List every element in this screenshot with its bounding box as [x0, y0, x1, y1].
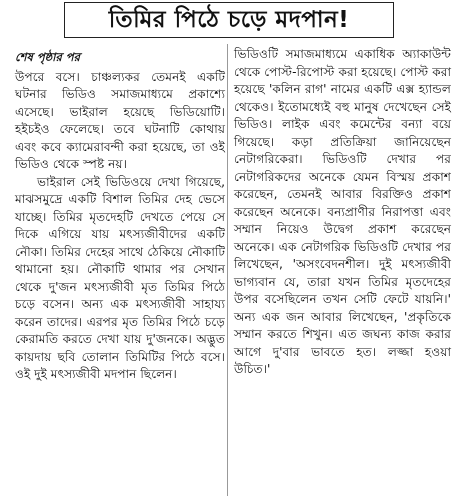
- left-paragraph-1: উপরে বসে। চাঞ্চল্যকর তেমনই একটি ঘটনার ভিডিও সমাজমাধ্যমে প্রকাশ্যে এসেছে। ভাইরাল হয়েছে ভিডিয়োটি। হইচইও ফেলেছে। তবে ঘটনাটি কোথায় এবং কবে ক্যামেরাবন্দী করা হয়েছে, তা ওই ভিডিও থেকে স্পষ্ট নয়।: [15, 69, 225, 171]
- left-column: [15, 49, 225, 384]
- headline-box: [64, 2, 394, 38]
- right-paragraph-1: ভিডিওটি সমাজমাধ্যমে একাধিক অ্যাকাউন্ট থেকে পোস্ট-রিপোস্ট করা হয়েছে। পোস্ট করা হয়েছে 'কলিন রাগ' নামের একটি এক্স হ্যান্ডল থেকেও। ইতোমধ্যেই বহু মানুষ দেখেছেন সেই ভিডিও। লাইক এবং কমেন্টের বন্যা বয়ে গিয়েছে। কড়া প্রতিক্রিয়া জানিয়েছেন নেটাগরিকেরা। ভিডিওটি দেখার পর নেটাগরিকদের অনেকে যেমন বিস্ময় প্রকাশ করেছেন, তেমনই আবার বিরক্তিও প্রকাশ করেছেন অনেকে। বন্যপ্রাণীর নিরাপত্তা এবং সম্মান নিয়েও উদ্বেগ প্রকাশ করেছেন অনেকে। এক নেটাগরিক ভিডিওটি দেখার পর লিখেছেন, 'অসংবেদনশীল। দুই মৎস্যজীবী ভাগ্যবান যে, তারা যখন তিমির মৃতদেহের উপর বসেছিলেন তখন সেটি ফেটে যায়নি।' অন্য এক জন আবার লিখেছেন, 'প্রকৃতিকে সম্মান করতে শিখুন। এত জঘন্য কাজ করার আগে দু'বার ভাবতে হত। লজ্জা হওয়া উচিত।': [234, 47, 451, 376]
- left-paragraph-2: ভাইরাল সেই ভিডিওয়ে দেখা গিয়েছে, মাঝসমুদ্রে একটি বিশাল তিমির দেহ ভেসে যাচ্ছে। তিমির মৃতদেহটি দেখতে পেয়ে সে দিকে এগিয়ে যায় মৎস্যজীবীদের একটি নৌকা। তিমির দেহের সাথে ঠেকিয়ে নৌকাটি থামানো হয়। নৌকাটি থামার পর সেখান থেকে দু'জন মৎস্যজীবী মৃত তিমির পিঠে চড়ে বসেন। অন্য এক মৎস্যজীবী সাহায্য করেন তাদের। এরপর মৃত তিমির পিঠে চড়ে কেরামতি করতে দেখা যায় দু'জনকে। অদ্ভুত কায়দায় ছবি তোলান তিমিটির পিঠে বসে। ওই দুই মৎস্যজীবী মদপান ছিলেন।: [15, 174, 225, 381]
- headline: তিমির পিঠে চড়ে মদপান!: [108, 6, 350, 33]
- column-divider: [227, 44, 228, 496]
- continued-label: শেষ পৃষ্ঠার পর: [15, 50, 80, 64]
- right-column: [234, 46, 451, 379]
